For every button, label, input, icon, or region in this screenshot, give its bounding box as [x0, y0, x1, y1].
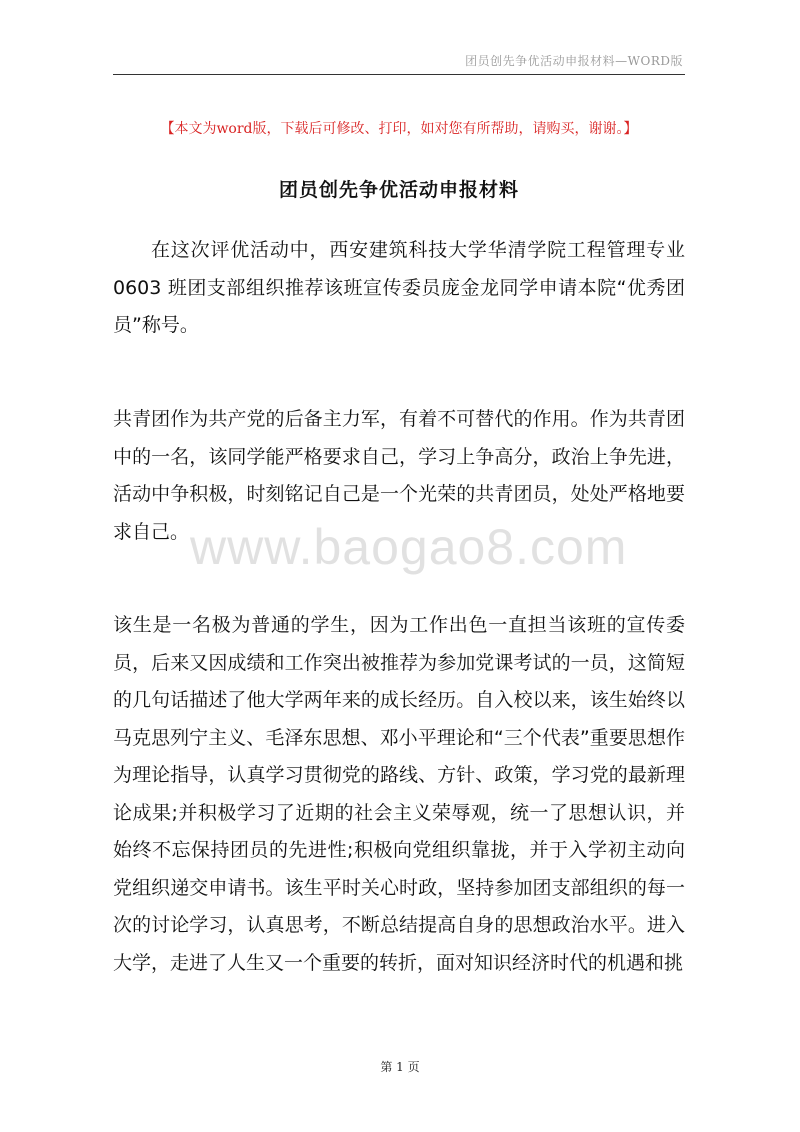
paragraph-league-role: 共青团作为共产党的后备主力军，有着不可替代的作用。作为共青团中的一名，该同学能严格要求自己，学习上争高分，政治上争先进，活动中争积极，时刻铭记自己是一个光荣的共青团员，处处严格地要求自己。: [113, 408, 685, 543]
paragraph-growth: 该生是一名极为普通的学生，因为工作出色一直担当该班的宣传委员，后来又因成绩和工作突出被推荐为参加党课考试的一员，这简短的几句话描述了他大学两年来的成长经历。自入校以来，该生始终以马克思列宁主义、毛泽东思想、邓小平理论和“三个代表”重要思想作为理论指导，认真学习贯彻党的路线、方针、政策，学习党的最新理论成果;并积极学习了近期的社会主义荣辱观，统一了思想认识，并始终不忘保持团员的先进性;积极向党组织靠拢，并于入学初主动向党组织递交申请书。该生平时关心时政，坚持参加团支部组织的每一次的讨论学习，认真思考，不断总结提高自身的思想政治水平。进入大学，走进了人生又一个重要的转折，面对知识经济时代的机遇和挑: [113, 614, 685, 974]
paragraph-intro: 在这次评优活动中，西安建筑科技大学华清学院工程管理专业0603 班团支部组织推荐该班宣传委员庞金龙同学申请本院“优秀团员”称号。: [113, 239, 685, 336]
download-notice: 【本文为word版，下载后可修改、打印，如对您有所帮助，请购买，谢谢。】: [160, 121, 638, 137]
page-number: 第 1 页: [380, 1060, 420, 1074]
header-divider: [113, 74, 685, 75]
watermark: www.baogao8.com: [190, 519, 628, 575]
document-title: 团员创先争优活动申报材料: [278, 179, 519, 201]
page-header: 团员创先争优活动申报材料—WORD版: [465, 54, 683, 68]
